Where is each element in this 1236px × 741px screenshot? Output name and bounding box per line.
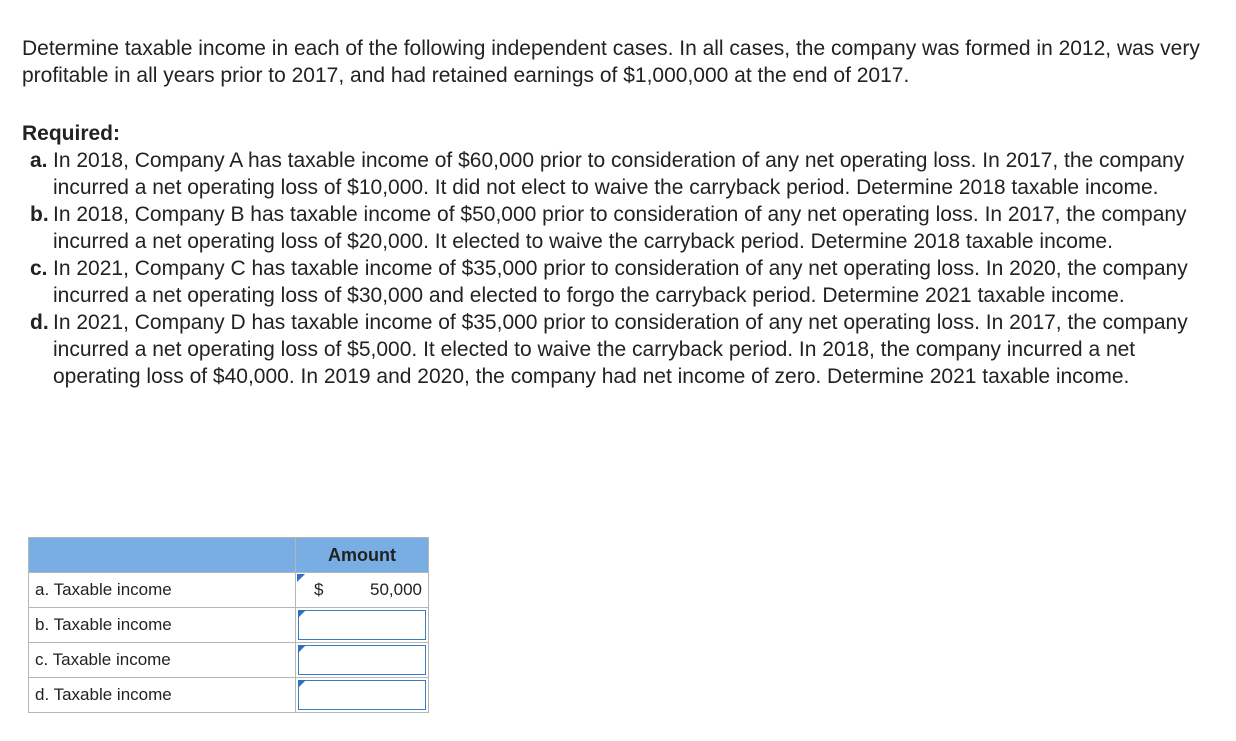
input-marker-icon — [298, 680, 306, 688]
label-column-header — [29, 538, 296, 573]
table-row — [29, 678, 429, 713]
requirements-list — [22, 147, 1227, 390]
amount-column-header: Amount — [296, 538, 429, 573]
amount-cell — [296, 573, 429, 608]
table-row — [29, 573, 429, 608]
requirement-b — [22, 201, 1227, 255]
problem-intro: Determine taxable income in each of the following independent cases. In all cases, the company was formed in 2012, was very profitable in all years prior to 2017, and had retained earnings of $1,000,000 at the end of 2017. — [22, 37, 1200, 87]
answer-table — [28, 537, 429, 713]
row-label: a. Taxable income — [29, 573, 296, 608]
input-marker-icon — [298, 645, 306, 653]
requirement-letter: c. — [30, 257, 48, 280]
row-label: b. Taxable income — [29, 608, 296, 643]
amount-input-b[interactable] — [298, 610, 426, 640]
requirement-text: In 2018, Company B has taxable income of $50,000 prior to consideration of any net operating loss. In 2017, the company incurred a net operating loss of $20,000. It elected to waive the carryback period. Determine 2018 taxable income. — [53, 203, 1187, 253]
currency-symbol: $ — [314, 580, 324, 599]
amount-input-c[interactable] — [298, 645, 426, 675]
requirement-letter: b. — [30, 203, 49, 226]
requirement-text: In 2021, Company D has taxable income of $35,000 prior to consideration of any net operating loss. In 2017, the company incurred a net operating loss of $5,000. It elected to waive the carryback period. In 2018, the company incurred a net operating loss of $40,000. In 2019 and 2020, the company had net income of zero. Determine 2021 taxable income. — [53, 311, 1188, 388]
amount-input-d[interactable] — [298, 680, 426, 710]
input-marker-icon — [298, 610, 306, 618]
row-label: c. Taxable income — [29, 643, 296, 678]
table-header-row — [29, 538, 429, 573]
amount-input-a[interactable] — [298, 575, 426, 605]
requirement-letter: d. — [30, 311, 49, 334]
requirement-letter: a. — [30, 149, 48, 172]
requirement-text: In 2018, Company A has taxable income of $60,000 prior to consideration of any net operating loss. In 2017, the company incurred a net operating loss of $10,000. It did not elect to waive the carryback period. Determine 2018 taxable income. — [53, 149, 1185, 199]
requirement-d — [22, 309, 1227, 390]
amount-cell — [296, 678, 429, 713]
row-label: d. Taxable income — [29, 678, 296, 713]
input-marker-icon — [297, 574, 305, 582]
requirement-c — [22, 255, 1227, 309]
amount-cell — [296, 608, 429, 643]
amount-value: 50,000 — [370, 580, 422, 599]
table-row — [29, 608, 429, 643]
requirement-a — [22, 147, 1227, 201]
amount-cell — [296, 643, 429, 678]
required-heading: Required: — [22, 122, 121, 145]
requirement-text: In 2021, Company C has taxable income of $35,000 prior to consideration of any net operating loss. In 2020, the company incurred a net operating loss of $30,000 and elected to forgo the carryback period. Determine 2021 taxable income. — [53, 257, 1188, 307]
table-row — [29, 643, 429, 678]
